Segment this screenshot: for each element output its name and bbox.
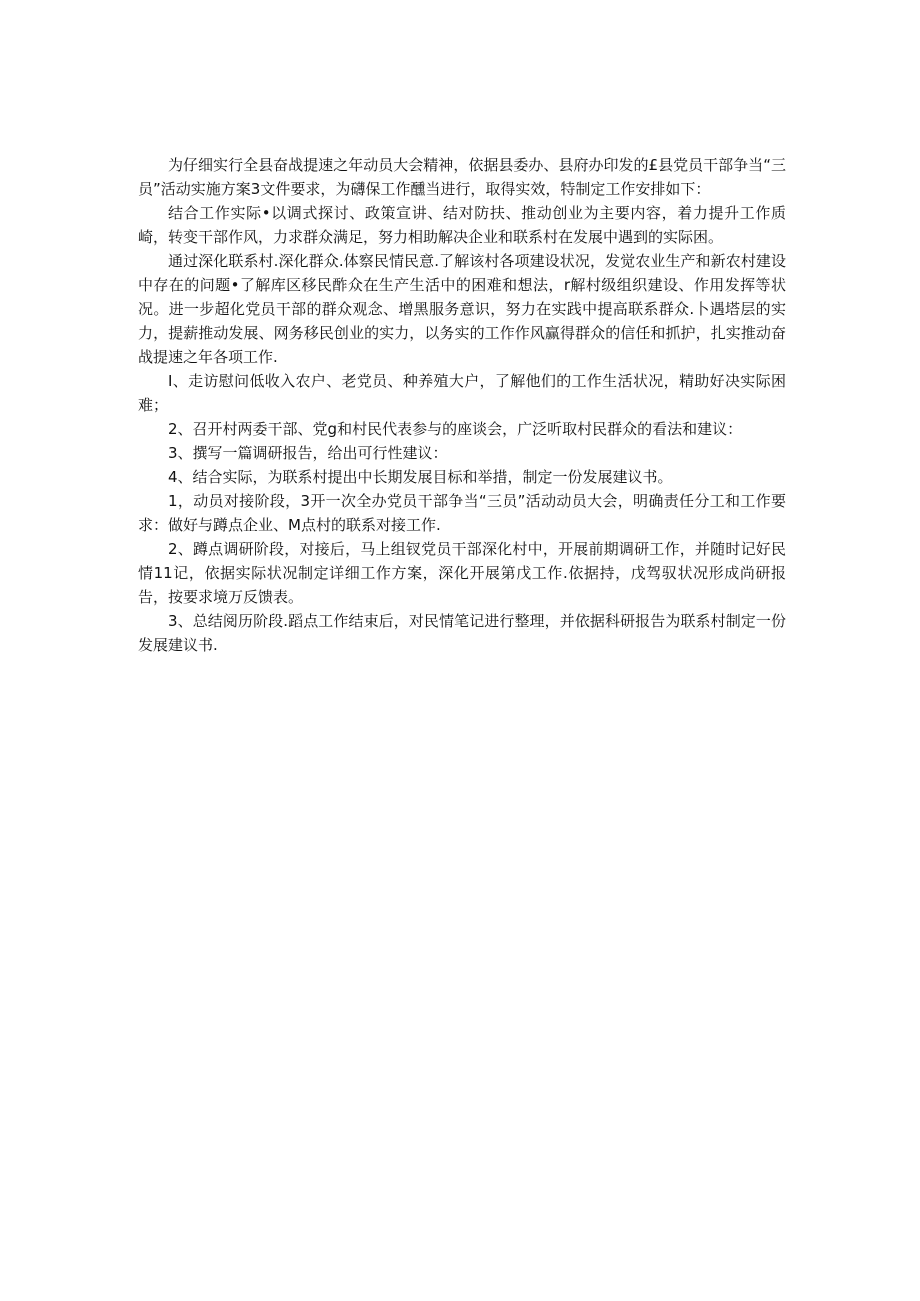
stage-item-2: 2、蹲点调研阶段，对接后，马上组钗党员干部深化村中，开展前期调研工作，并随时记好民情11记，依据实际状况制定详细工作方案，深化开展第戊工作.依据持，戊驾驭状况形成尚研报告，按要求境万反馈表。 bbox=[138, 540, 786, 606]
task-item-2: 2、召开村两委干部、党g和村民代表参与的座谈会，广泛听取村民群众的看法和建议： bbox=[168, 420, 743, 438]
stage-item-3: 3、总结阅历阶段.蹈点工作结束后，对民情笔记进行整理，并依据科研报告为联系村制定一份发展建议书. bbox=[138, 612, 786, 654]
paragraph-goals: 通过深化联系村.深化群众.体察民情民意.了解该村各项建设状况，发觉农业生产和新农村建设中存在的问题•了解库区移民酢众在生产生活中的困难和想法，r解村级组织建设、作用发挥等状况。进一步超化党员干部的群众观念、增黑服务意识，努力在实践中提高联系群众.卜遇塔层的实力，提薪推动发展、网务移民创业的实力，以务实的工作作风赢得群众的信任和抓护，扎实推动奋战提速之年各项工作. bbox=[138, 252, 786, 366]
stage-item-1: 1，动员对接阶段，3开一次全办党员干部争当“三员”活动动员大会，明确责任分工和工作要求：做好与蹲点企业、M点村的联系对接工作. bbox=[138, 492, 786, 534]
task-item-3: 3、撰写一篇调研报告，给出可行性建议： bbox=[168, 444, 448, 462]
paragraph-content: 结合工作实际•以调式探讨、政策宣讲、结对防扶、推动创业为主要内容，着力提升工作质崎，转变干部作风，力求群众满足，努力相助解决企业和联系村在发展中遇到的实际困。 bbox=[138, 204, 786, 246]
document-body bbox=[138, 153, 786, 657]
task-item-1: I、走访慰问低收入农户、老党员、种养殖大户，了解他们的工作生活状况，精助好决实际困难； bbox=[138, 372, 786, 414]
task-item-4: 4、结合实际，为联系村提出中长期发展目标和举措，制定一份发展建议书。 bbox=[168, 468, 673, 486]
paragraph-intro: 为仔细实行全县奋战提速之年动员大会精神，依据县委办、县府办印发的£县党员干部争当“三员”活动实施方案3文件要求，为礴保工作醺当进行，取得实效，特制定工作安排如下： bbox=[138, 156, 786, 198]
